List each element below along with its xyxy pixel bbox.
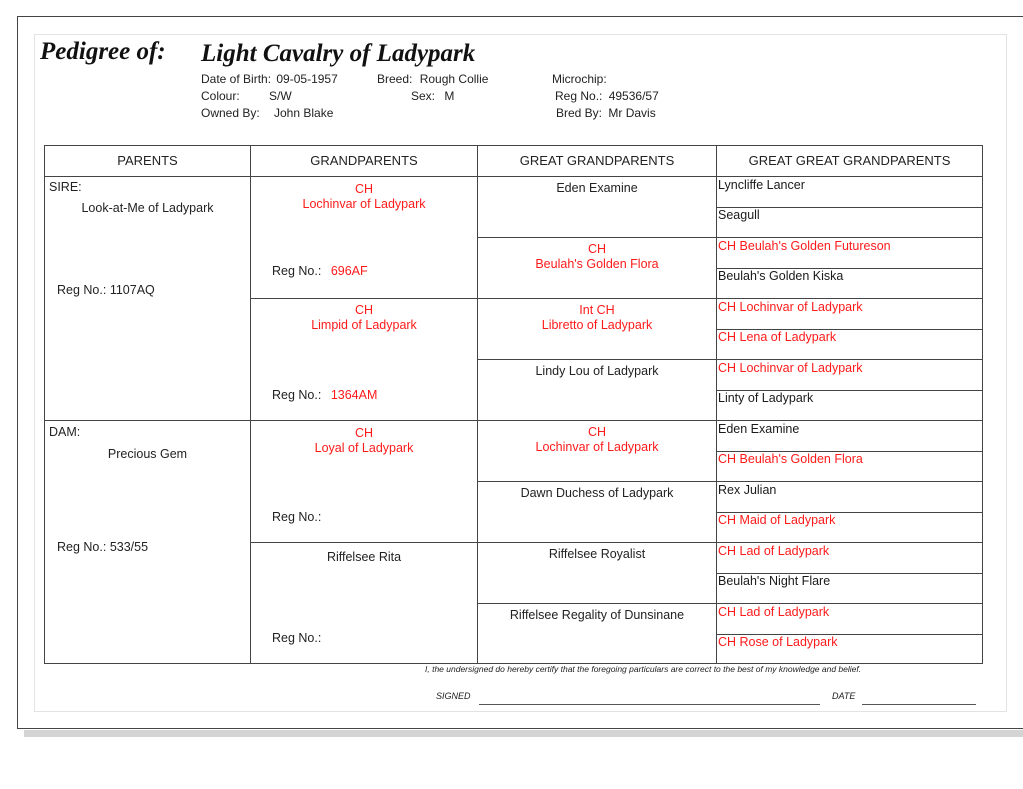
grandparent-3-reg-label: Reg No.: xyxy=(272,510,322,524)
owner-label: Owned By: xyxy=(201,106,260,120)
ggg-16: CH Rose of Ladypark xyxy=(718,635,838,649)
breed-label: Breed: xyxy=(377,72,413,86)
grandparent-3-title: CH xyxy=(354,426,374,440)
great-grandparent-2 xyxy=(478,242,716,272)
ggg-14: Beulah's Night Flare xyxy=(718,574,831,588)
bredby-row xyxy=(556,106,656,120)
great-grandparent-5-name: Lochinvar of Ladypark xyxy=(535,440,659,454)
regno-row xyxy=(555,89,659,103)
sire-name: Look-at-Me of Ladypark xyxy=(81,201,214,215)
grid-line xyxy=(477,146,478,663)
colour-label: Colour: xyxy=(201,89,240,103)
colour-row xyxy=(201,89,292,103)
grandparent-1-name: Lochinvar of Ladypark xyxy=(302,197,426,211)
grid-line xyxy=(477,603,982,604)
great-grandparent-6 xyxy=(478,486,716,501)
regno-value: 49536/57 xyxy=(608,89,659,103)
grandparent-2-name: Limpid of Ladypark xyxy=(311,318,417,332)
microchip-row xyxy=(552,72,607,86)
ggg-8: Linty of Ladypark xyxy=(718,391,814,405)
sire-reg-value: 1107AQ xyxy=(109,283,155,297)
dob-row xyxy=(201,72,338,86)
grandparent-4-reg-label: Reg No.: xyxy=(272,631,322,645)
grid-line xyxy=(250,298,982,299)
grandparent-1-reg-label: Reg No.: xyxy=(272,264,322,278)
grandparent-2 xyxy=(251,303,477,333)
ggg-2: Seagull xyxy=(718,208,760,222)
bredby-label: Bred By: xyxy=(556,106,603,120)
ggg-13: CH Lad of Ladypark xyxy=(718,544,830,558)
signature-line[interactable] xyxy=(479,704,820,705)
ggg-7: CH Lochinvar of Ladypark xyxy=(718,361,863,375)
grandparent-3-name: Loyal of Ladypark xyxy=(314,441,414,455)
ggg-12: CH Maid of Ladypark xyxy=(718,513,836,527)
dam-reg-label: Reg No.: xyxy=(57,540,107,554)
header-parents: PARENTS xyxy=(117,153,178,168)
great-grandparent-6-name: Dawn Duchess of Ladypark xyxy=(520,486,674,500)
owner-value: John Blake xyxy=(274,106,334,120)
dam-name: Precious Gem xyxy=(107,447,188,461)
great-grandparent-1-name: Eden Examine xyxy=(556,181,638,195)
great-grandparent-2-name: Beulah's Golden Flora xyxy=(535,257,659,271)
great-grandparent-4-name: Lindy Lou of Ladypark xyxy=(535,364,659,378)
grandparent-1-reg-value: 696AF xyxy=(330,264,368,278)
pedigree-table xyxy=(44,145,983,664)
ggg-11: Rex Julian xyxy=(718,483,777,497)
great-grandparent-3-title: Int CH xyxy=(579,303,615,317)
ggg-15: CH Lad of Ladypark xyxy=(718,605,830,619)
ggg-1: Lyncliffe Lancer xyxy=(718,178,805,192)
microchip-label: Microchip: xyxy=(552,72,607,86)
great-grandparent-1 xyxy=(478,181,716,196)
great-grandparent-3 xyxy=(478,303,716,333)
ggg-4: Beulah's Golden Kiska xyxy=(718,269,844,283)
great-grandparent-7-name: Riffelsee Royalist xyxy=(548,547,646,561)
page-shadow xyxy=(24,730,1023,737)
grid-line xyxy=(477,481,982,482)
grandparent-2-reg xyxy=(272,388,377,402)
sire-reg-label: Reg No.: xyxy=(57,283,107,297)
great-grandparent-3-name: Libretto of Ladypark xyxy=(541,318,653,332)
grid-line xyxy=(477,359,982,360)
header-great-grandparents: GREAT GRANDPARENTS xyxy=(519,153,675,168)
grid-line xyxy=(477,237,982,238)
grandparent-4-reg xyxy=(272,631,327,645)
grandparent-4-name: Riffelsee Rita xyxy=(326,550,402,564)
great-grandparent-8 xyxy=(478,608,716,623)
grid-line xyxy=(45,176,982,177)
regno-label: Reg No.: xyxy=(555,89,603,103)
colour-value: S/W xyxy=(269,89,292,103)
date-label: DATE xyxy=(832,691,856,701)
header-grandparents: GRANDPARENTS xyxy=(310,153,418,168)
ggg-10: CH Beulah's Golden Flora xyxy=(718,452,863,466)
great-grandparent-4 xyxy=(478,364,716,379)
date-line[interactable] xyxy=(862,704,976,705)
grid-line xyxy=(716,146,717,663)
signed-label: SIGNED xyxy=(436,691,471,701)
grid-line xyxy=(250,146,251,663)
sex-row xyxy=(411,89,454,103)
great-grandparent-7 xyxy=(478,547,716,562)
great-grandparent-2-title: CH xyxy=(587,242,607,256)
great-grandparent-5-title: CH xyxy=(587,425,607,439)
breed-row xyxy=(377,72,488,86)
sire-reg xyxy=(57,283,155,297)
grandparent-4 xyxy=(251,550,477,565)
grid-line xyxy=(45,420,982,421)
grandparent-2-title: CH xyxy=(354,303,374,317)
dam-reg xyxy=(57,540,148,554)
sire-role: SIRE: xyxy=(49,180,82,194)
ggg-6: CH Lena of Ladypark xyxy=(718,330,837,344)
great-grandparent-8-name: Riffelsee Regality of Dunsinane xyxy=(509,608,685,622)
ggg-5: CH Lochinvar of Ladypark xyxy=(718,300,863,314)
grandparent-1-reg xyxy=(272,264,368,278)
grid-line xyxy=(250,542,982,543)
dob-value: 09-05-1957 xyxy=(276,72,338,86)
owner-row xyxy=(201,106,333,120)
grandparent-2-reg-label: Reg No.: xyxy=(272,388,322,402)
grandparent-1-title: CH xyxy=(354,182,374,196)
dam-role: DAM: xyxy=(49,425,81,439)
grandparent-2-reg-value: 1364AM xyxy=(330,388,378,402)
dam-reg-value: 533/55 xyxy=(109,540,149,554)
dob-label: Date of Birth: xyxy=(201,72,272,86)
grandparent-1 xyxy=(251,182,477,212)
title-label: Pedigree of: xyxy=(40,38,166,65)
grandparent-3 xyxy=(251,426,477,456)
sex-value: M xyxy=(444,89,455,103)
dog-name: Light Cavalry of Ladypark xyxy=(201,40,476,67)
ggg-9: Eden Examine xyxy=(718,422,800,436)
great-grandparent-5 xyxy=(478,425,716,455)
header-great-great-grandparents: GREAT GREAT GRANDPARENTS xyxy=(748,153,951,168)
sex-label: Sex: xyxy=(411,89,436,103)
ggg-3: CH Beulah's Golden Futureson xyxy=(718,239,891,253)
breed-value: Rough Collie xyxy=(419,72,489,86)
grandparent-3-reg xyxy=(272,510,327,524)
certification-text: I, the undersigned do hereby certify that the foregoing particulars are correct to the best of my knowledge and belief. xyxy=(425,664,862,674)
bredby-value: Mr Davis xyxy=(608,106,656,120)
